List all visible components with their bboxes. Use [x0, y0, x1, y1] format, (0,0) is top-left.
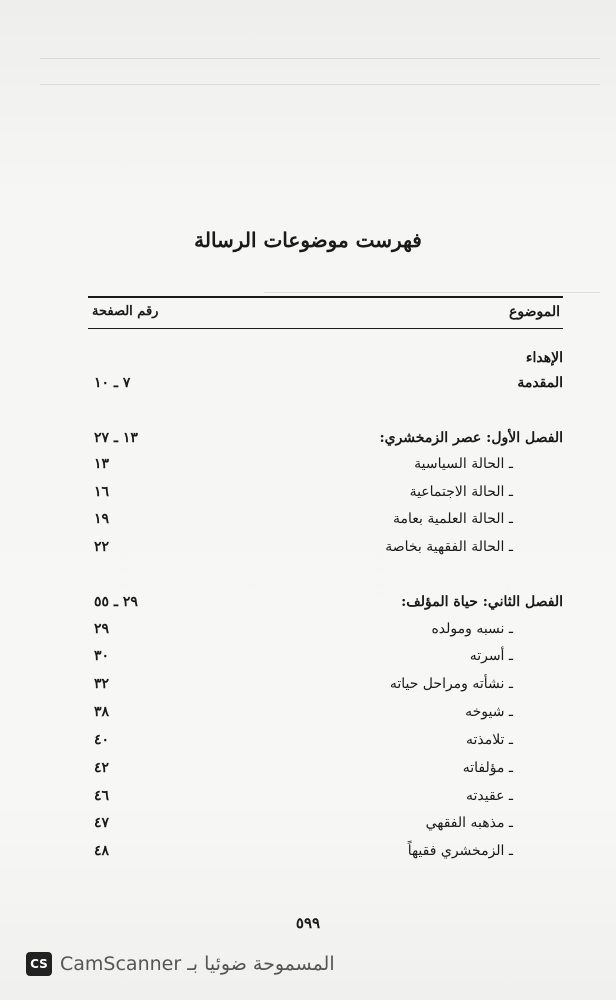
- toc-entry: [88, 676, 563, 700]
- page-title: فهرست موضوعات الرسالة: [194, 228, 422, 252]
- toc-topic: ـ عقيدته: [466, 788, 513, 804]
- toc-pages: ٤٦: [94, 788, 110, 804]
- page-column-header: رقم الصفحة: [92, 304, 159, 319]
- toc-pages: ٣٨: [94, 704, 110, 720]
- toc-topic: ـ الزمخشري فقيهاً: [407, 843, 513, 859]
- page-number: ٥٩٩: [295, 914, 321, 932]
- toc-entry: [88, 788, 563, 812]
- toc-pages: ٤٧: [94, 815, 110, 831]
- toc-entry: [88, 350, 563, 374]
- toc-entry: [88, 760, 563, 784]
- toc-entry: [88, 375, 563, 399]
- toc-topic: ـ مذهبه الفقهي: [425, 815, 513, 831]
- toc-entry: [88, 484, 563, 508]
- toc-pages: ٤٠: [94, 732, 110, 748]
- toc-entry: [88, 430, 563, 454]
- toc-entry: [88, 648, 563, 672]
- toc-topic: ـ نشأته ومراحل حياته: [389, 676, 513, 692]
- toc-entry: [88, 539, 563, 563]
- toc-entry: [88, 621, 563, 645]
- toc-topic: ـ مؤلفاته: [462, 760, 513, 776]
- toc-pages: ٧ ـ ١٠: [94, 375, 131, 391]
- toc-pages: ٤٨: [94, 843, 110, 859]
- topic-column-header: الموضوع: [509, 304, 560, 320]
- toc-entry: [88, 511, 563, 535]
- header-bottom-rule: [88, 328, 563, 329]
- toc-topic: ـ تلامذته: [465, 732, 513, 748]
- toc-topic: ـ الحالة العلمية بعامة: [393, 511, 513, 527]
- toc-pages: ١٣: [94, 456, 110, 472]
- toc-topic: الفصل الثاني: حياة المؤلف:: [401, 594, 563, 610]
- toc-pages: ٢٢: [94, 539, 110, 555]
- toc-topic: ـ نسبه ومولده: [431, 621, 513, 637]
- toc-entry: [88, 732, 563, 756]
- toc-entry: [88, 843, 563, 867]
- toc-pages: ١٩: [94, 511, 110, 527]
- camscanner-logo-icon: CS: [26, 952, 52, 976]
- toc-pages: ٤٢: [94, 760, 110, 776]
- toc-topic: ـ الحالة السياسية: [414, 456, 513, 472]
- header-top-rule: [88, 296, 563, 298]
- toc-pages: ٢٩: [94, 621, 110, 637]
- toc-topic: ـ الحالة الفقهية بخاصة: [385, 539, 513, 555]
- toc-topic: المقدمة: [517, 375, 563, 391]
- toc-entry: [88, 456, 563, 480]
- toc-pages: ٢٩ ـ ٥٥: [94, 594, 138, 610]
- toc-entry: [88, 815, 563, 839]
- toc-topic: الفصل الأول: عصر الزمخشري:: [379, 430, 563, 446]
- toc-pages: ٣٢: [94, 676, 110, 692]
- toc-topic: ـ الحالة الاجتماعية: [409, 484, 513, 500]
- toc-topic: ـ شيوخه: [465, 704, 513, 720]
- toc-pages: ١٦: [94, 484, 110, 500]
- toc-entry: [88, 704, 563, 728]
- scanner-watermark: CamScanner المسموحة ضوئيا بـ: [60, 953, 335, 975]
- toc-topic: الإهداء: [525, 350, 563, 366]
- toc-pages: ١٣ ـ ٢٧: [94, 430, 138, 446]
- toc-pages: ٣٠: [94, 648, 110, 664]
- toc-entry: [88, 594, 563, 618]
- toc-topic: ـ أسرته: [469, 648, 513, 664]
